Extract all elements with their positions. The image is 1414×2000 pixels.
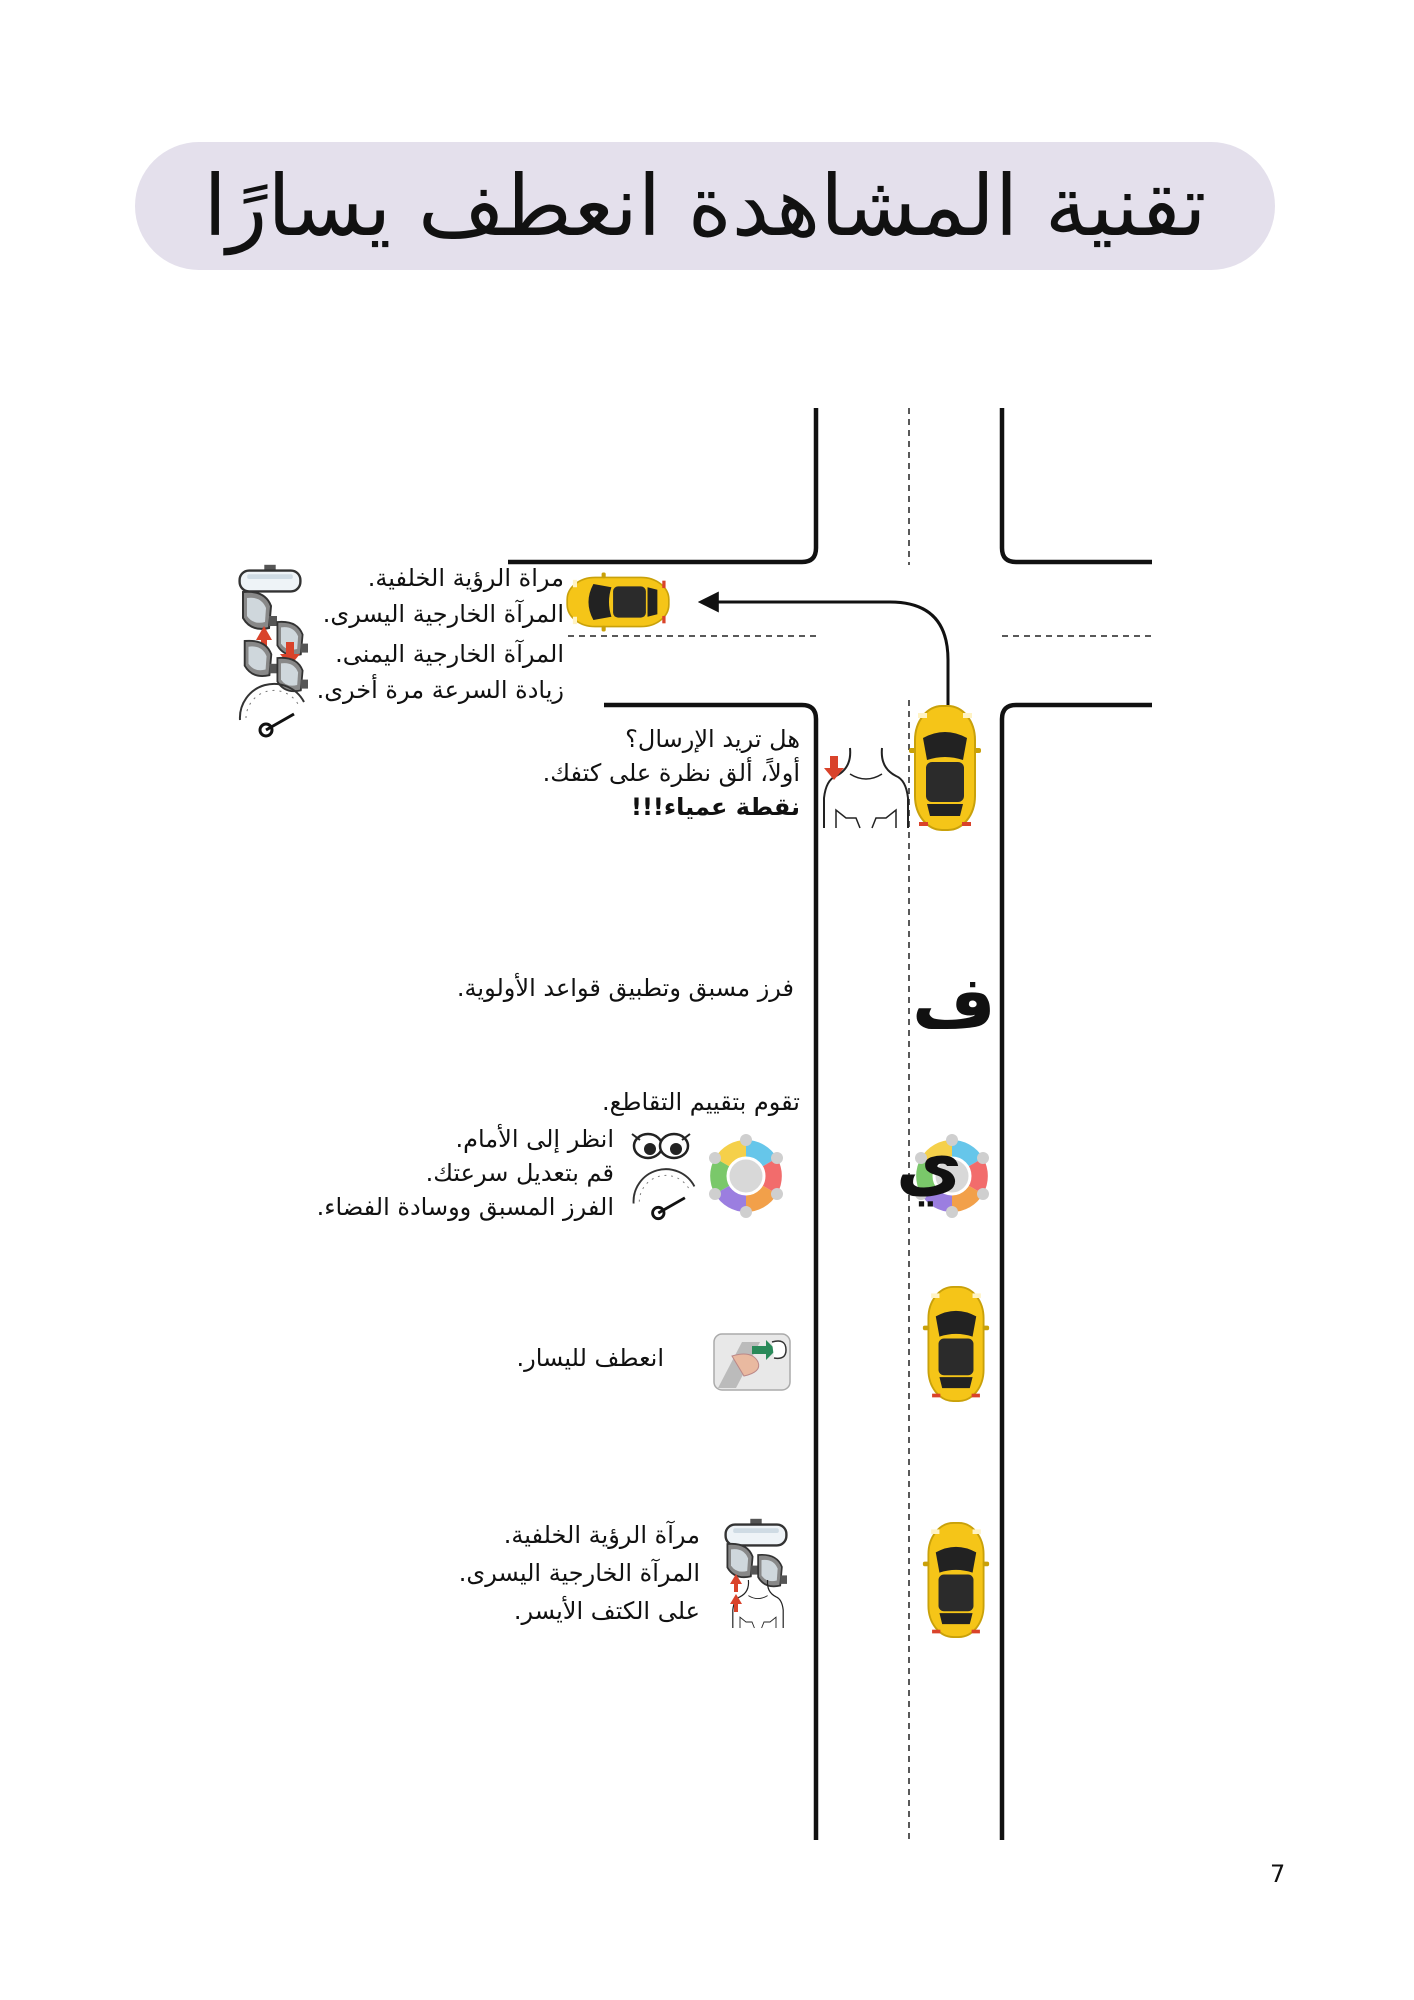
eyes-icon — [632, 1134, 690, 1158]
check-right-mirror: المرآة الخارجية اليمنى. — [335, 640, 564, 668]
turn-signal-icon — [714, 1334, 790, 1390]
bottom-check-left-mirror: المرآة الخارجية اليسرى. — [458, 1559, 700, 1587]
side-mirror-icon — [243, 592, 277, 629]
turn-path-arrow — [702, 602, 948, 708]
assess-adjust-speed: قم بتعديل سرعتك. — [425, 1159, 614, 1187]
rearview-mirror-icon — [726, 1519, 787, 1546]
presort-text: فرز مسبق وتطبيق قواعد الأولوية. — [456, 974, 794, 1002]
speedometer-icon — [634, 1169, 695, 1219]
bottom-check-left-shoulder: على الكتف الأيسر. — [513, 1597, 700, 1625]
roundabout-wheel-icon — [709, 1134, 783, 1218]
assess-heading: تقوم بتقييم التقاطع. — [601, 1088, 800, 1116]
shoulder-instruction: أولاً، ألق نظرة على كتفك. — [542, 759, 800, 787]
side-mirror-icon — [245, 641, 277, 676]
side-mirror-icon — [277, 658, 308, 691]
check-rearview: مراة الرؤية الخلفية. — [367, 564, 564, 592]
check-left-mirror: المرآة الخارجية اليسرى. — [322, 600, 564, 628]
check-speed-up: زيادة السرعة مرة أخرى. — [316, 676, 564, 704]
red-down-arrow-icon — [824, 756, 844, 780]
assess-presort-space: الفرز المسبق ووسادة الفضاء. — [316, 1193, 614, 1221]
shoulder-question: هل تريد الإرسال؟ — [625, 725, 800, 753]
assess-list — [317, 1122, 614, 1224]
page-title: تقنية المشاهدة انعطف يسارًا — [203, 157, 1207, 255]
car-icon — [567, 572, 669, 631]
side-mirror-icon — [758, 1555, 787, 1587]
letter-y: ي — [896, 1122, 962, 1206]
page-number: 7 — [1270, 1860, 1286, 1888]
side-mirror-icon — [727, 1544, 758, 1577]
turn-left-text: انعطف لليسار. — [516, 1344, 664, 1372]
bottom-checks-list — [459, 1516, 700, 1630]
car-icon — [923, 1523, 989, 1637]
letter-f: ف — [912, 960, 996, 1044]
blind-spot-warning: نقطة عمياء!!! — [631, 793, 800, 821]
top-checks-list — [317, 560, 564, 708]
bottom-check-rearview: مرآة الرؤية الخلفية. — [503, 1521, 700, 1549]
car-icon — [923, 1287, 989, 1401]
rearview-mirror-icon — [240, 565, 301, 592]
shoulder-check-text — [543, 722, 800, 824]
assess-look-ahead: انظر إلى الأمام. — [455, 1125, 614, 1153]
speedometer-icon — [240, 684, 304, 736]
car-icon — [909, 706, 981, 830]
